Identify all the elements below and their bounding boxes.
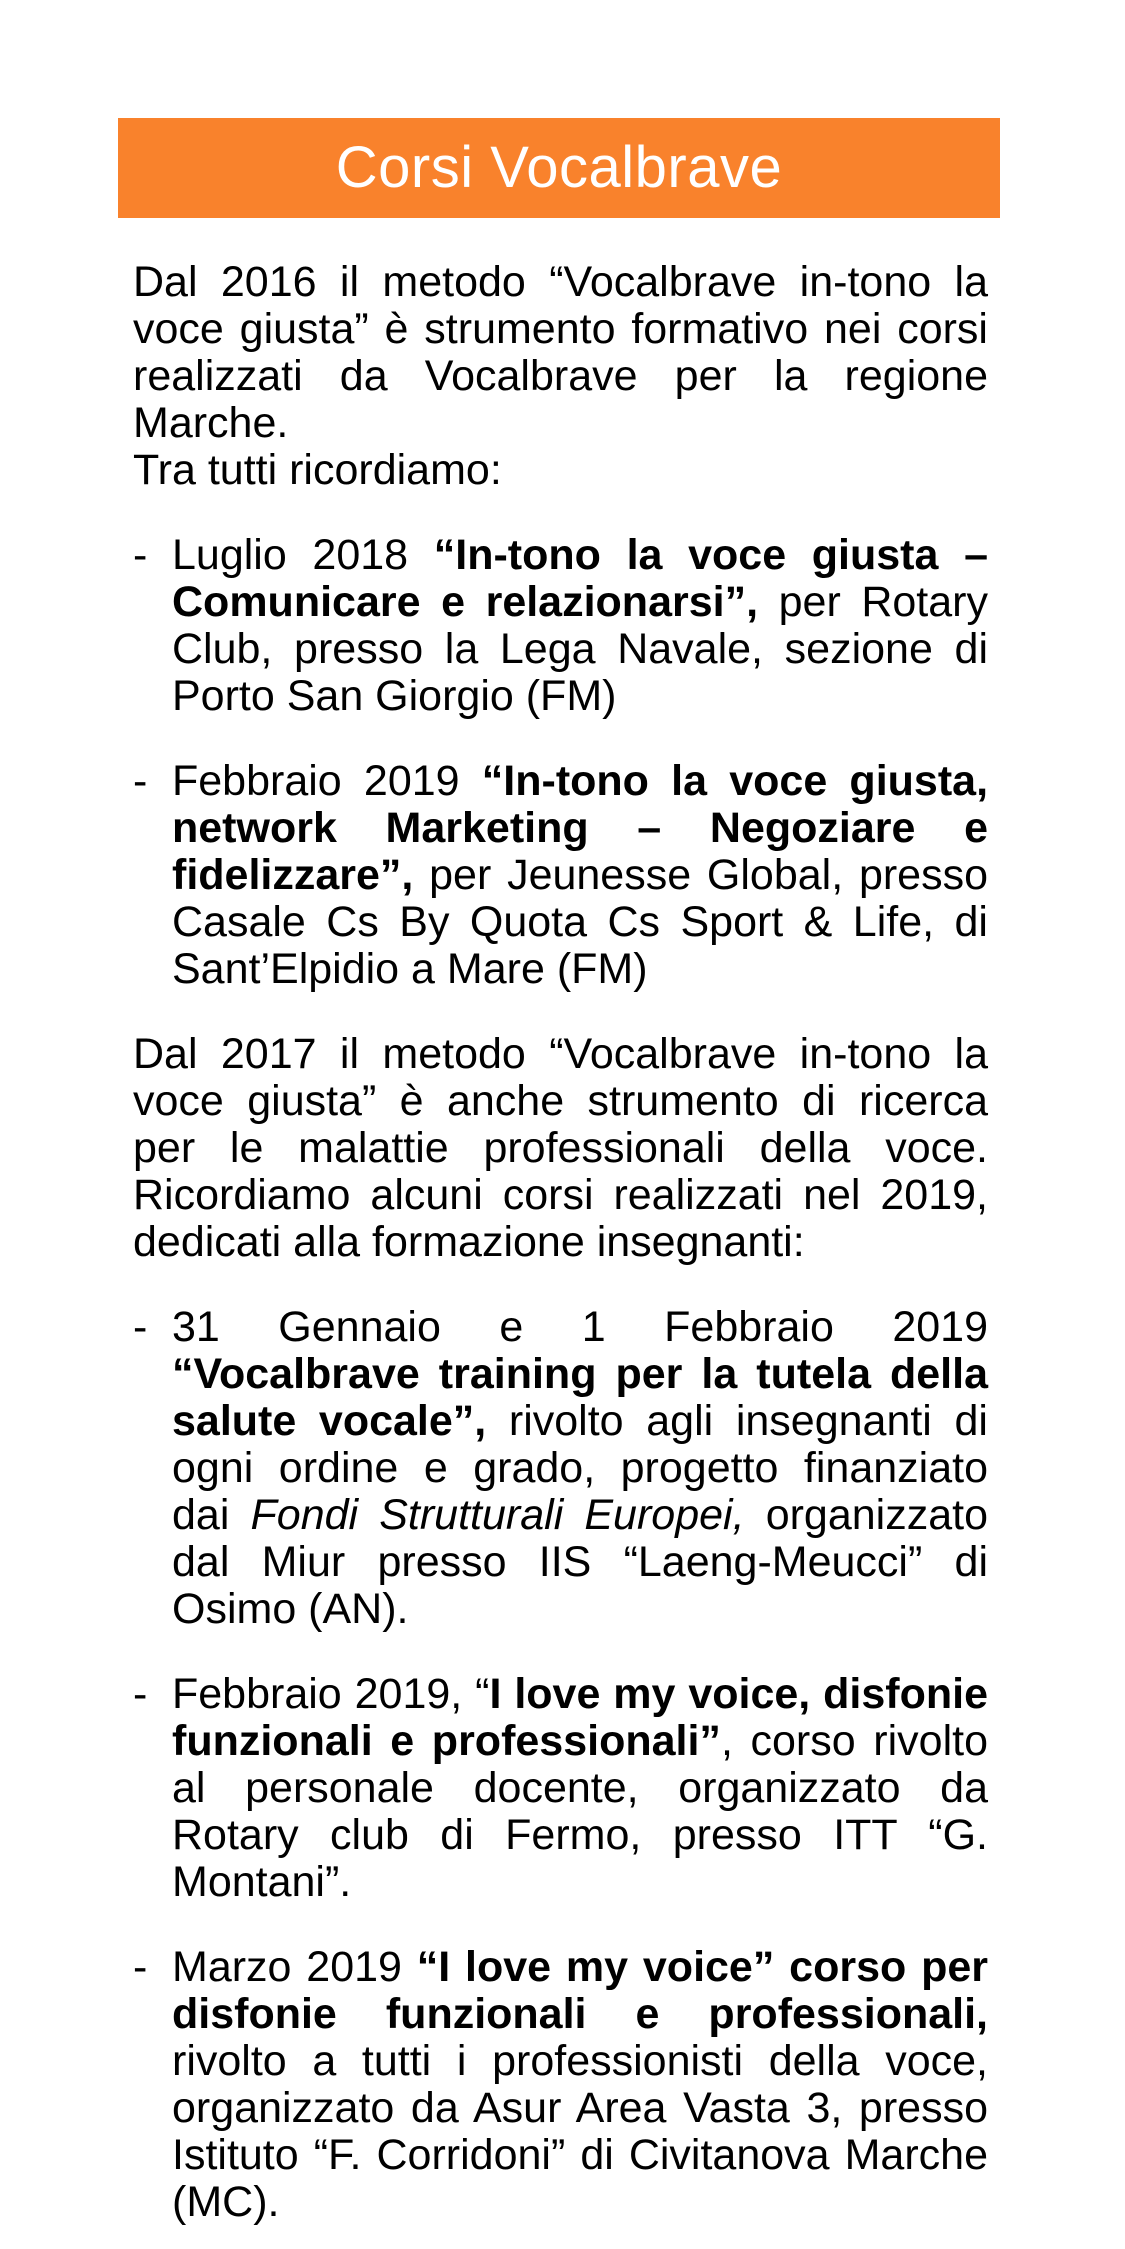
- item-details: per Jeunesse Global, presso Casale Cs By Quota Cs Sport & Life, di Sant’Elpidio a Mare (FM): [172, 851, 989, 993]
- list-item-text: [172, 1304, 988, 1633]
- item-details-2: organizzato dal Miur presso IIS “Laeng-Meucci” di Osimo (AN).: [172, 1491, 988, 1633]
- item-course-title: “Vocalbrave training per la tutela della salute vocale”,: [172, 1350, 988, 1445]
- intro-paragraph: [133, 259, 988, 494]
- page-content: [118, 118, 1000, 2226]
- item-course-title: I love my voice, disfonie funzionali e professionali”: [172, 1670, 989, 1765]
- item-course-title: “In-tono la voce giusta, network Marketing – Negoziare e fidelizzare”,: [172, 757, 989, 899]
- item-date: Febbraio 2019: [172, 757, 482, 805]
- intro-paragraph-line-2: Tra tutti ricordiamo:: [133, 446, 502, 494]
- title-banner: [118, 118, 1000, 218]
- list-item-febbraio-2019-disfonie: [133, 1671, 988, 1906]
- item-details: rivolto a tutti i professionisti della voce, organizzato da Asur Area Vasta 3, presso Istituto “F. Corridoni” di Civitanova Marche (MC).: [172, 2037, 988, 2226]
- item-date: Febbraio 2019, “: [172, 1670, 490, 1718]
- page-title: Corsi Vocalbrave: [335, 135, 783, 200]
- item-details: , corso rivolto al personale docente, organizzato da Rotary club di Fermo, presso ITT “G. Montani”.: [172, 1717, 988, 1906]
- intro-paragraph-text: Dal 2016 il metodo “Vocalbrave in-tono la voce giusta” è strumento formativo nei corsi realizzati da Vocalbrave per la regione Marche.: [133, 258, 988, 447]
- item-date: Marzo 2019: [172, 1943, 417, 1991]
- list-item-text: [172, 1671, 988, 1906]
- item-date: 31 Gennaio e 1 Febbraio 2019: [172, 1303, 988, 1351]
- item-course-title: “In-tono la voce giusta – Comunicare e relazionarsi”,: [172, 531, 988, 626]
- list-item-text: [172, 532, 988, 720]
- bullet-marker: -: [133, 1303, 148, 1351]
- bullet-marker: -: [133, 1670, 148, 1718]
- item-date: Luglio 2018: [172, 531, 434, 579]
- bullet-marker: -: [133, 757, 148, 805]
- item-course-title: “I love my voice” corso per disfonie funzionali e professionali,: [172, 1943, 988, 2038]
- paragraph-2: [133, 1031, 988, 1266]
- list-item-text: [172, 758, 988, 993]
- item-details: rivolto agli insegnanti di ogni ordine e grado, progetto finanziato dai: [172, 1397, 988, 1539]
- list-item-luglio-2018: [133, 532, 988, 720]
- bullet-marker: -: [133, 1943, 148, 1991]
- list-item-febbraio-2019-network: [133, 758, 988, 993]
- paragraph-2-text: Dal 2017 il metodo “Vocalbrave in-tono la voce giusta” è anche strumento di ricerca per le malattie professionali della voce. Ricordiamo alcuni corsi realizzati nel 2019, dedicati alla formazione insegnanti:: [133, 1030, 988, 1266]
- item-details: per Rotary Club, presso la Lega Navale, sezione di Porto San Giorgio (FM): [172, 578, 988, 720]
- list-item-gennaio-febbraio-2019: [133, 1304, 988, 1633]
- item-funding-source: Fondi Strutturali Europei,: [250, 1491, 766, 1539]
- list-item-text: [172, 1944, 988, 2226]
- body-text: [118, 218, 1000, 2226]
- bullet-marker: -: [133, 531, 148, 579]
- list-item-marzo-2019: [133, 1944, 988, 2226]
